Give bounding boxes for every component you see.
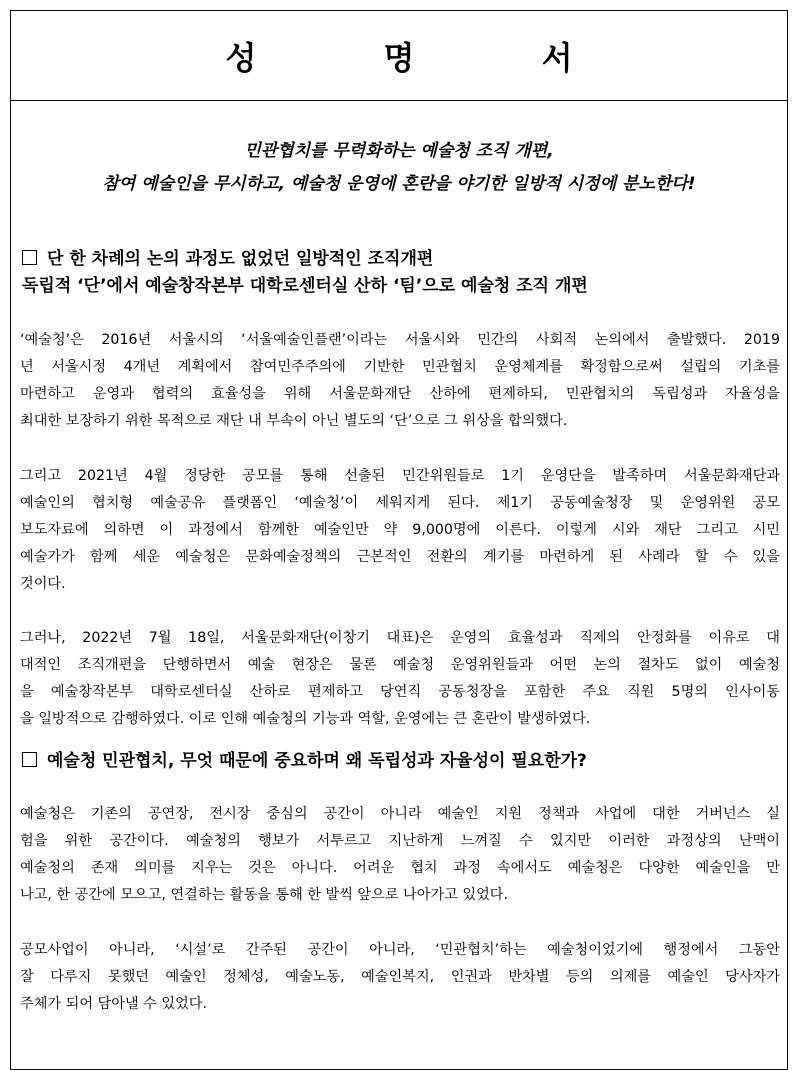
paragraph-line: 최대한 보장하기 위한 목적으로 재단 내 부속이 아닌 별도의 ‘단’으로 그 위상을 합의했다. xyxy=(20,413,568,429)
paragraph xyxy=(20,327,780,435)
subtitle-line-2: 참여 예술인을 무시하고, 예술청 운영에 혼란을 야기한 일방적 시정에 분노한다! xyxy=(102,174,696,194)
section1-heading xyxy=(22,246,433,272)
paragraph-line: 그러나, 2022년 7월 18일, 서울문화재단(이창기 대표)은 운영의 효율성과 직제의 안정화를 이유로 대 xyxy=(20,630,780,646)
paragraph-line: 예술가가 함께 세운 예술청은 문화예술정책의 근본적인 전환의 계기를 마련하게 된 사례라 할 수 있을 xyxy=(20,549,780,565)
paragraph-line: 대적인 조직개편을 단행하면서 예술 현장은 물론 예술청 운영위원들과 어떤 논의 절차도 없이 예술청 xyxy=(20,657,780,673)
section2-heading-text: 예술청 민관협치, 무엇 때문에 중요하며 왜 독립성과 자율성이 필요한가? xyxy=(47,751,587,771)
paragraph-line: 그리고 2021년 4월 정당한 공모를 통해 선출된 민간위원들로 1기 운영단을 발족하며 서울문화재단과 xyxy=(20,468,780,484)
document-title: 성 명 서 xyxy=(225,38,631,77)
paragraph-line: 나고, 한 공간에 모으고, 연결하는 활동을 통해 한 발씩 앞으로 나아가고 있었다. xyxy=(20,887,508,903)
paragraph-line: 마련하고 운영과 협력의 효율성을 위해 서울문화재단 산하에 편제하되, 민관협치의 독립성과 자율성을 xyxy=(20,386,780,402)
paragraph-line: 예술청은 기존의 공연장, 전시장 중심의 공간이 아니라 예술인 지원 정책과 사업에 대한 거버넌스 실 xyxy=(20,806,780,822)
checkbox-square-icon xyxy=(22,752,37,767)
paragraph xyxy=(20,625,780,733)
title-box xyxy=(11,11,787,101)
paragraph-line: 잘 다루지 못했던 예술인 정체성, 예술노동, 예술인복지, 인권과 반차별 등의 의제를 예술인 당사자가 xyxy=(20,969,780,985)
checkbox-square-icon xyxy=(22,250,37,265)
paragraph-line: 주체가 되어 담아낼 수 있었다. xyxy=(20,996,208,1012)
subtitle-line-1: 민관협치를 무력화하는 예술청 조직 개편, xyxy=(244,141,554,161)
paragraph-line: ‘예술청’은 2016년 서울시의 ‘서울예술인플랜’이라는 서울시와 민간의 사회적 논의에서 출발했다. 2019 xyxy=(20,332,780,348)
paragraph-line: 것이다. xyxy=(20,576,66,592)
section1-subheading: 독립적 ‘단’에서 예술창작본부 대학로센터실 산하 ‘팀’으로 예술청 조직 개편 xyxy=(22,276,588,296)
section2-heading xyxy=(22,748,587,774)
paragraph xyxy=(20,801,780,909)
paragraph xyxy=(20,463,780,598)
statement-page xyxy=(10,10,788,1070)
paragraph-line: 을 일방적으로 감행하였다. 이로 인해 예술청의 기능과 역할, 운영에는 큰 혼란이 발생하였다. xyxy=(20,711,591,727)
paragraph-line: 년 서울시정 4개년 계획에서 참여민주주의에 기반한 민관협치 운영체계를 확정함으로써 설립의 기초를 xyxy=(20,359,780,375)
paragraph-line: 을 예술창작본부 대학로센터실 산하로 편제하고 당연직 공동청장을 포함한 주요 직원 5명의 인사이동 xyxy=(20,684,780,700)
paragraph-line: 보도자료에 의하면 이 과정에서 함께한 예술인만 약 9,000명에 이른다. 이렇게 시와 재단 그리고 시민 xyxy=(20,522,780,538)
paragraph-line: 험을 위한 공간이다. 예술청의 행보가 서투르고 지난하게 느껴질 수 있지만 이러한 과정상의 난맥이 xyxy=(20,833,780,849)
paragraph-line: 공모사업이 아니라, ‘시설’로 간주된 공간이 아니라, ‘민관협치’하는 예술청이었기에 행정에서 그동안 xyxy=(20,942,780,958)
paragraph-line: 예술인의 협치형 예술공유 플랫폼인 ‘예술청’이 세워지게 된다. 제1기 공동예술청장 및 운영위원 공모 xyxy=(20,495,780,511)
section1-heading-text: 단 한 차례의 논의 과정도 없었던 일방적인 조직개편 xyxy=(47,249,434,269)
paragraph-line: 예술청의 존재 의미를 지우는 것은 아니다. 어려운 협치 과정 속에서도 예술청은 다양한 예술인을 만 xyxy=(20,860,780,876)
paragraph xyxy=(20,937,780,1018)
